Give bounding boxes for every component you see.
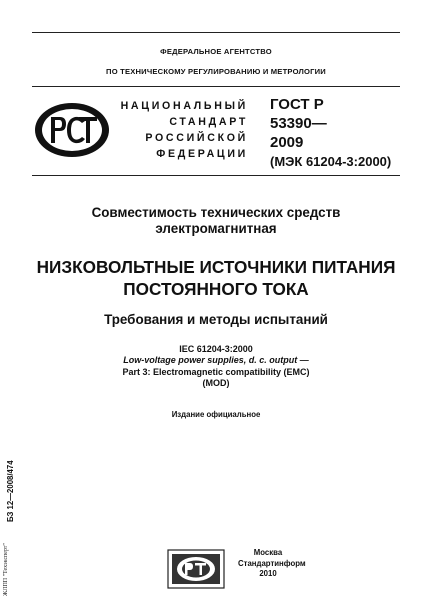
designation-line-2: 53390—	[270, 115, 327, 132]
main-title-line-2: ПОСТОЯННОГО ТОКА	[123, 279, 309, 299]
standard-type-line-4: ФЕДЕРАЦИИ	[156, 148, 248, 160]
publisher-logo	[166, 548, 226, 590]
registry-code: БЗ 12—2008/474	[6, 460, 15, 522]
iec-line-2: Low-voltage power supplies, d. c. output —	[123, 355, 309, 366]
standard-type-line-1: НАЦИОНАЛЬНЫЙ	[120, 100, 248, 112]
agency-line-1: ФЕДЕРАЛЬНОЕ АГЕНТСТВО	[160, 47, 272, 56]
iec-line-3: Part 3: Electromagnetic compatibility (EMC)	[122, 366, 310, 377]
iec-line-4: (MOD)	[202, 377, 230, 388]
standard-type-line-3: РОССИЙСКОЙ	[145, 132, 248, 144]
main-title	[0, 256, 432, 300]
publisher-info	[238, 548, 306, 580]
standard-designation	[270, 95, 391, 171]
publisher-city: Москва	[253, 548, 283, 557]
edition-label: Издание официальное	[171, 410, 261, 419]
vertical-note: ЖЛПП "Техэксперт"	[3, 543, 9, 596]
iec-line-1: IEC 61204-3:2000	[179, 344, 253, 354]
designation-line-1: ГОСТ Р	[270, 96, 324, 113]
equivalent-standard: (МЭК 61204-3:2000)	[270, 154, 392, 169]
group-title-line-1: Совместимость технических средств	[91, 205, 341, 220]
header-divider	[32, 86, 400, 87]
main-title-line-1: НИЗКОВОЛЬТНЫЕ ИСТОЧНИКИ ПИТАНИЯ	[36, 257, 396, 277]
agency-line-2: ПО ТЕХНИЧЕСКОМУ РЕГУЛИРОВАНИЮ И МЕТРОЛОГИИ	[106, 67, 326, 76]
top-rule	[32, 32, 400, 33]
subtitle: Требования и методы испытаний	[104, 312, 328, 327]
designation-line-3: 2009	[270, 134, 304, 151]
iec-reference	[0, 344, 432, 389]
designation-divider	[32, 175, 400, 176]
publication-year: 2010	[259, 569, 277, 579]
group-title	[0, 205, 432, 237]
standard-type-line-2: СТАНДАРТ	[169, 116, 248, 128]
publisher-name: Стандартинформ	[238, 558, 306, 568]
group-title-line-2: электромагнитная	[155, 221, 277, 236]
